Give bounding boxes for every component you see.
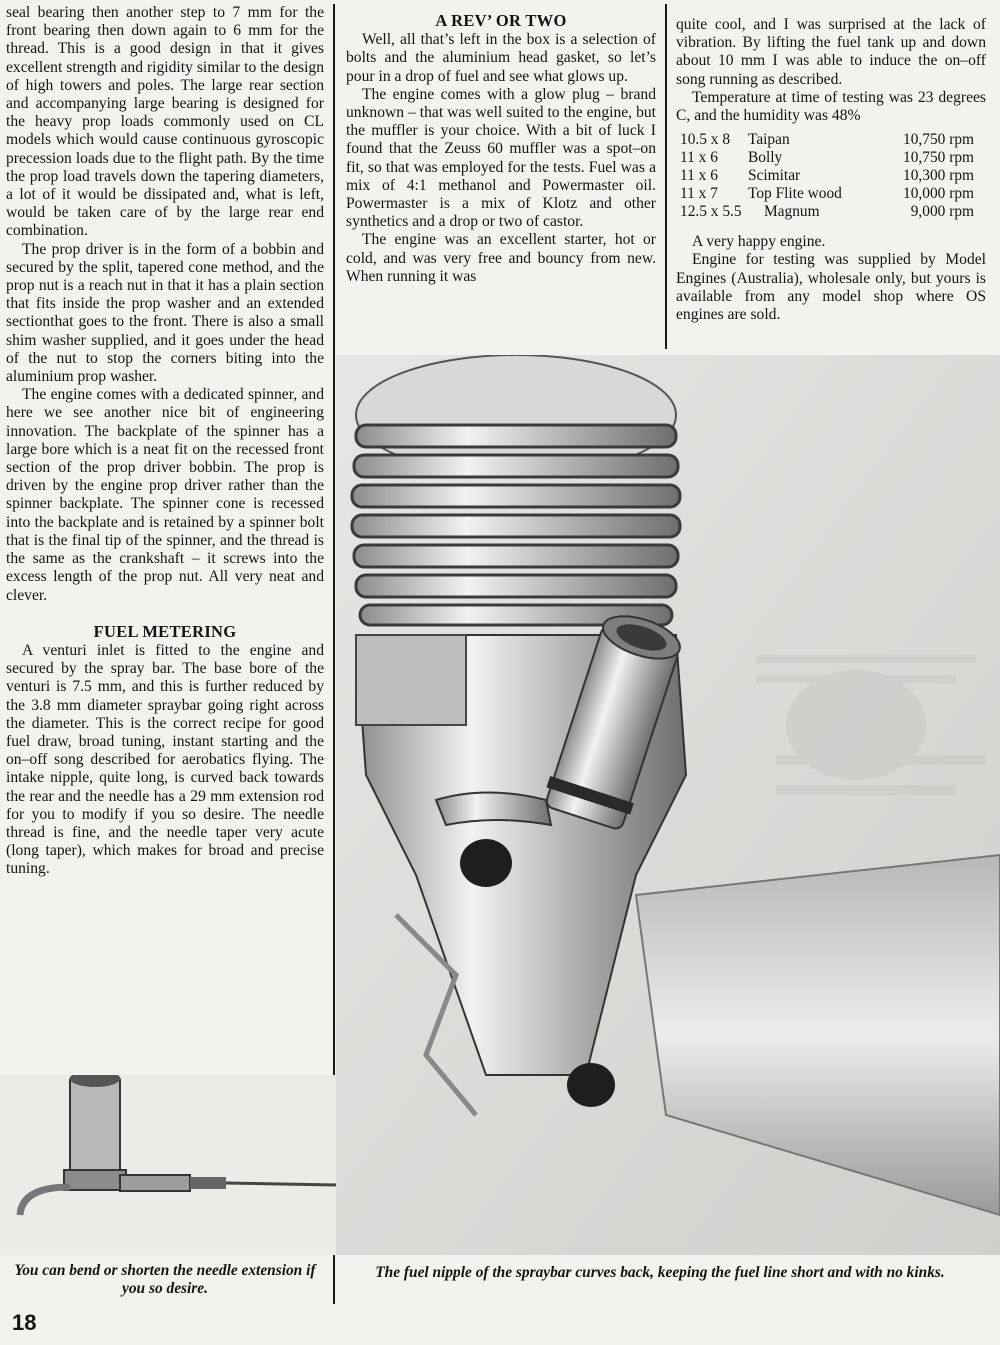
- needle-valve-illustration: [0, 1075, 336, 1255]
- body-paragraph: Engine for testing was supplied by Model Engines (Australia), wholesale only, but yours is available from any model shop where OS engines are sold.: [676, 251, 986, 324]
- body-paragraph: The engine comes with a dedicated spinner, and here we see another nice bit of engineering innovation. The backplate of the spinner has a large bore which is a neat fit on the recessed front section of the prop driver bobbin. The prop is driven by the engine prop driver rather than the spinner backplate. The spinner cone is recessed into the backplate and is retained by a spinner bolt that is the final tip of the spinner, and the thread is the same as the crankshaft – it screws into the excess length of the prop nut. All very neat and clever.: [6, 386, 324, 604]
- results-row: [680, 149, 986, 167]
- body-paragraph: The engine was an excellent starter, hot or cold, and was very free and bouncy from new. When running it was: [346, 231, 656, 285]
- results-row: [680, 203, 986, 221]
- engine-photo-illustration: [336, 355, 1000, 1255]
- section-heading-fuel-metering: FUEL METERING: [93, 621, 237, 641]
- prop-size: 10.5 x 8: [680, 131, 731, 149]
- photo-caption-engine: The fuel nipple of the spraybar curves back, keeping the fuel line short and with no kinks.: [375, 1264, 945, 1281]
- results-row: [680, 167, 986, 185]
- engine-photo: [336, 355, 1000, 1255]
- rpm-value: 9,000 rpm: [910, 203, 974, 221]
- body-paragraph: The prop driver is in the form of a bobbin and secured by the split, tapered cone method, and the prop nut is a reach nut in that it has a plain section that fits inside the prop washer and an extended sectionthat goes to the front. There is also a small shim washer supplied, and it goes under the head of the nut to stop the corners biting into the aluminium prop washer.: [6, 240, 324, 386]
- prop-brand: Top Flite wood: [748, 185, 842, 203]
- results-row: [680, 185, 986, 203]
- prop-brand: Magnum: [764, 203, 820, 221]
- prop-brand: Taipan: [748, 131, 790, 149]
- rpm-value: 10,000 rpm: [903, 185, 974, 203]
- body-paragraph: Temperature at time of testing was 23 degrees C, and the humidity was 48%: [676, 88, 986, 125]
- body-paragraph: Well, all that’s left in the box is a selection of bolts and the aluminium head gasket, so let’s pour in a drop of fuel and see what glows up.: [346, 31, 656, 85]
- article-column-3: [676, 16, 986, 324]
- article-column-2: [346, 12, 656, 286]
- prop-brand: Scimitar: [748, 167, 801, 185]
- prop-size: 11 x 6: [680, 149, 718, 167]
- rpm-value: 10,300 rpm: [903, 167, 974, 185]
- body-paragraph: A very happy engine.: [692, 233, 826, 251]
- results-row: [680, 131, 986, 149]
- body-paragraph: quite cool, and I was surprised at the lack of vibration. By lifting the fuel tank up and down about 10 mm I was able to induce the on–off song running as described.: [676, 16, 986, 88]
- prop-size: 12.5 x 5.5: [680, 203, 742, 221]
- prop-brand: Bolly: [748, 149, 783, 167]
- rpm-results-table: [680, 131, 986, 221]
- page-number: 18: [12, 1310, 37, 1335]
- prop-size: 11 x 7: [680, 185, 718, 203]
- body-paragraph: A venturi inlet is fitted to the engine and secured by the spray bar. The base bore of the venturi is 7.5 mm, and this is further reduced by the 3.8 mm diameter spraybar going right across the diameter. This is the correct recipe for good fuel draw, broad tuning, instant starting and the on–off song described for aerobatics flying. The intake nipple, quite long, is curved back towards the rear and the needle has a 29 mm extension rod for you to modify if you so desire. The needle thread is fine, and the needle taper very acute (long taper), which makes for broad and precise tuning.: [6, 641, 324, 878]
- body-paragraph: seal bearing then another step to 7 mm for the front bearing then down again to 6 mm for the thread. This is a good design in that it gives excellent strength and rigidity similar to the design of high towers and poles. The large rear section and accompanying large bearing is designed for the heavy prop loads commonly used on CL models which would cause continuous gyroscopic precession loads due to the flight path. By the time the prop load travels down the tapering diameters, a lot of it would be dissipated and, what is left, would be taken care of by the large rear end combination.: [6, 4, 324, 240]
- body-paragraph: The engine comes with a glow plug – brand unknown – that was well suited to the engine, but the muffler is your choice. With a bit of luck I found that the Zeuss 60 muffler was a spot–on fit, so that was employed for the tests. Fuel was a mix of 4:1 methanol and Powermaster oil. Powermaster is a mix of Klotz and other synthetics and a drop or two of castor.: [346, 85, 656, 231]
- rpm-value: 10,750 rpm: [903, 131, 974, 149]
- needle-valve-photo: [0, 1075, 336, 1255]
- photo-caption-needle: You can bend or shorten the needle extension if you so desire.: [14, 1262, 316, 1297]
- rpm-value: 10,750 rpm: [903, 149, 974, 167]
- prop-size: 11 x 6: [680, 167, 718, 185]
- column-divider: [665, 4, 667, 349]
- article-column-1: [6, 4, 324, 879]
- section-heading-a-rev-or-two: A REV’ OR TWO: [435, 11, 567, 30]
